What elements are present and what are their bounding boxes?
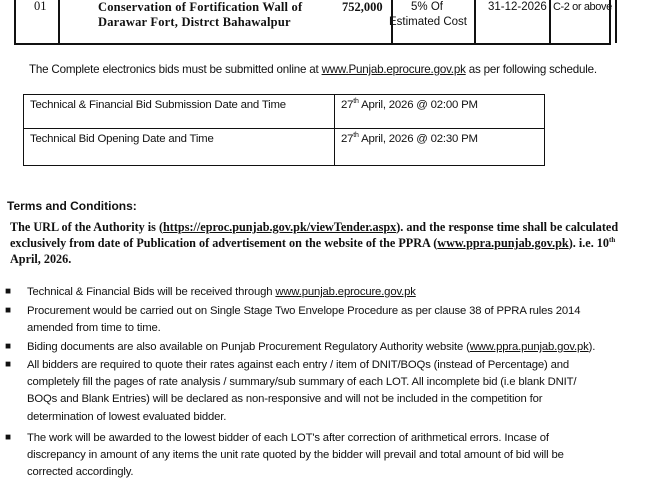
opening-date-rest: April, 2026 @ 02:30 PM <box>358 133 478 145</box>
ppra-website-link[interactable]: www.ppra.punjab.gov.pk <box>469 341 589 353</box>
terms-date-suffix: th <box>609 235 616 244</box>
bullet-3-b: ). <box>588 341 596 353</box>
bullet-4-line3: BOQs and Blank Entries) will be declared as non-responsive and will not be included in the competition for <box>27 393 543 406</box>
terms-heading: Terms and Conditions: <box>7 199 137 213</box>
terms-paragraph <box>10 219 642 267</box>
submission-day-suffix: th <box>353 98 359 106</box>
security-line1: 5% Of <box>411 1 443 13</box>
punjab-eprocure-link[interactable]: www.punjab.eprocure.gov.pk <box>275 286 416 298</box>
bullet-icon: ■ <box>5 341 11 352</box>
bullet-2-line1: Procurement would be carried out on Single Stage Two Envelope Procedure as per clause 38 of PPRA rules 2014 <box>27 305 581 317</box>
schedule-row-divider <box>24 128 544 129</box>
bullet-1-a: Technical & Financial Bids will be received through <box>27 286 276 298</box>
terms-line-2-a: exclusively from date of Publication of advertisement on the website of the PPRA ( <box>10 236 438 250</box>
bullet-4-line2: completely fill the pages of rate analysis / summary/sub summary of each LOT. All incomplete bid (i.e blank DNIT/ <box>27 376 577 389</box>
authority-url-link[interactable]: https://eproc.punjab.gov.pk/viewTender.aspx <box>163 220 397 234</box>
schedule-value-submission <box>341 99 478 111</box>
work-serial: 01 <box>34 0 47 13</box>
schedule-note-text: The Complete electronics bids must be submitted online at <box>29 63 322 76</box>
submission-day: 27 <box>341 99 354 111</box>
ppra-link[interactable]: www.ppra.punjab.gov.pk <box>437 236 569 250</box>
bullet-5-line3: corrected accordingly. <box>27 466 134 479</box>
work-name-line2: Darawar Fort, Distrct Bahawalpur <box>98 15 291 29</box>
bullet-3-text <box>27 339 641 356</box>
schedule-value-opening <box>341 133 478 145</box>
opening-day-suffix: th <box>353 132 359 140</box>
terms-line-3: April, 2026. <box>10 252 72 266</box>
terms-line-2 <box>10 235 642 251</box>
terms-line-1-a: The URL of the Authority is ( <box>10 220 164 234</box>
submission-date-rest: April, 2026 @ 02:00 PM <box>358 99 478 111</box>
terms-line-1 <box>10 219 642 235</box>
bullet-4-line4: determination of lowest evaluated bidder. <box>27 410 227 423</box>
bullet-2-line2: amended from time to time. <box>27 322 161 335</box>
bullet-3-a: Biding documents are also available on Punjab Procurement Regulatory Authority website ( <box>27 341 470 353</box>
terms-line-1-b: ). and the response time shall be calculated <box>396 220 619 234</box>
contractor-category: C-2 or above <box>553 1 612 13</box>
work-name-line1: Conservation of Fortification Wall of <box>98 0 303 14</box>
schedule-label-submission: Technical & Financial Bid Submission Date and Time <box>30 99 286 111</box>
bullet-5-line1: The work will be awarded to the lowest bidder of each LOT's after correction of arithmetical errors. Incase of <box>27 432 549 444</box>
work-cost: 752,000 <box>342 0 383 14</box>
schedule-note-suffix: as per following schedule. <box>465 63 597 76</box>
opening-day: 27 <box>341 133 354 145</box>
terms-line-2-b: ). i.e. 10 <box>568 236 609 250</box>
bullet-icon: ■ <box>5 359 11 370</box>
bullet-icon: ■ <box>5 286 11 297</box>
security-line2: Estimated Cost <box>389 16 467 28</box>
bullet-1-text <box>27 284 641 301</box>
eprocure-link[interactable]: www.Punjab.eprocure.gov.pk <box>321 63 466 76</box>
schedule-table <box>23 94 545 166</box>
schedule-label-opening: Technical Bid Opening Date and Time <box>30 133 214 145</box>
work-table <box>14 0 611 45</box>
bullet-4-line1: All bidders are required to quote their rates against each entry / item of DNIT/BOQs (instead of Percentage) and <box>27 359 570 371</box>
bullet-icon: ■ <box>5 305 11 316</box>
completion-date: 31-12-2026 <box>488 1 547 13</box>
schedule-col-divider <box>334 95 335 165</box>
bullet-icon: ■ <box>5 432 11 443</box>
bullet-5-line2: discrepancy in amount of any items the unit rate quoted by the bidder will prevail and total amount of bid will be <box>27 449 564 462</box>
schedule-note <box>29 63 597 76</box>
